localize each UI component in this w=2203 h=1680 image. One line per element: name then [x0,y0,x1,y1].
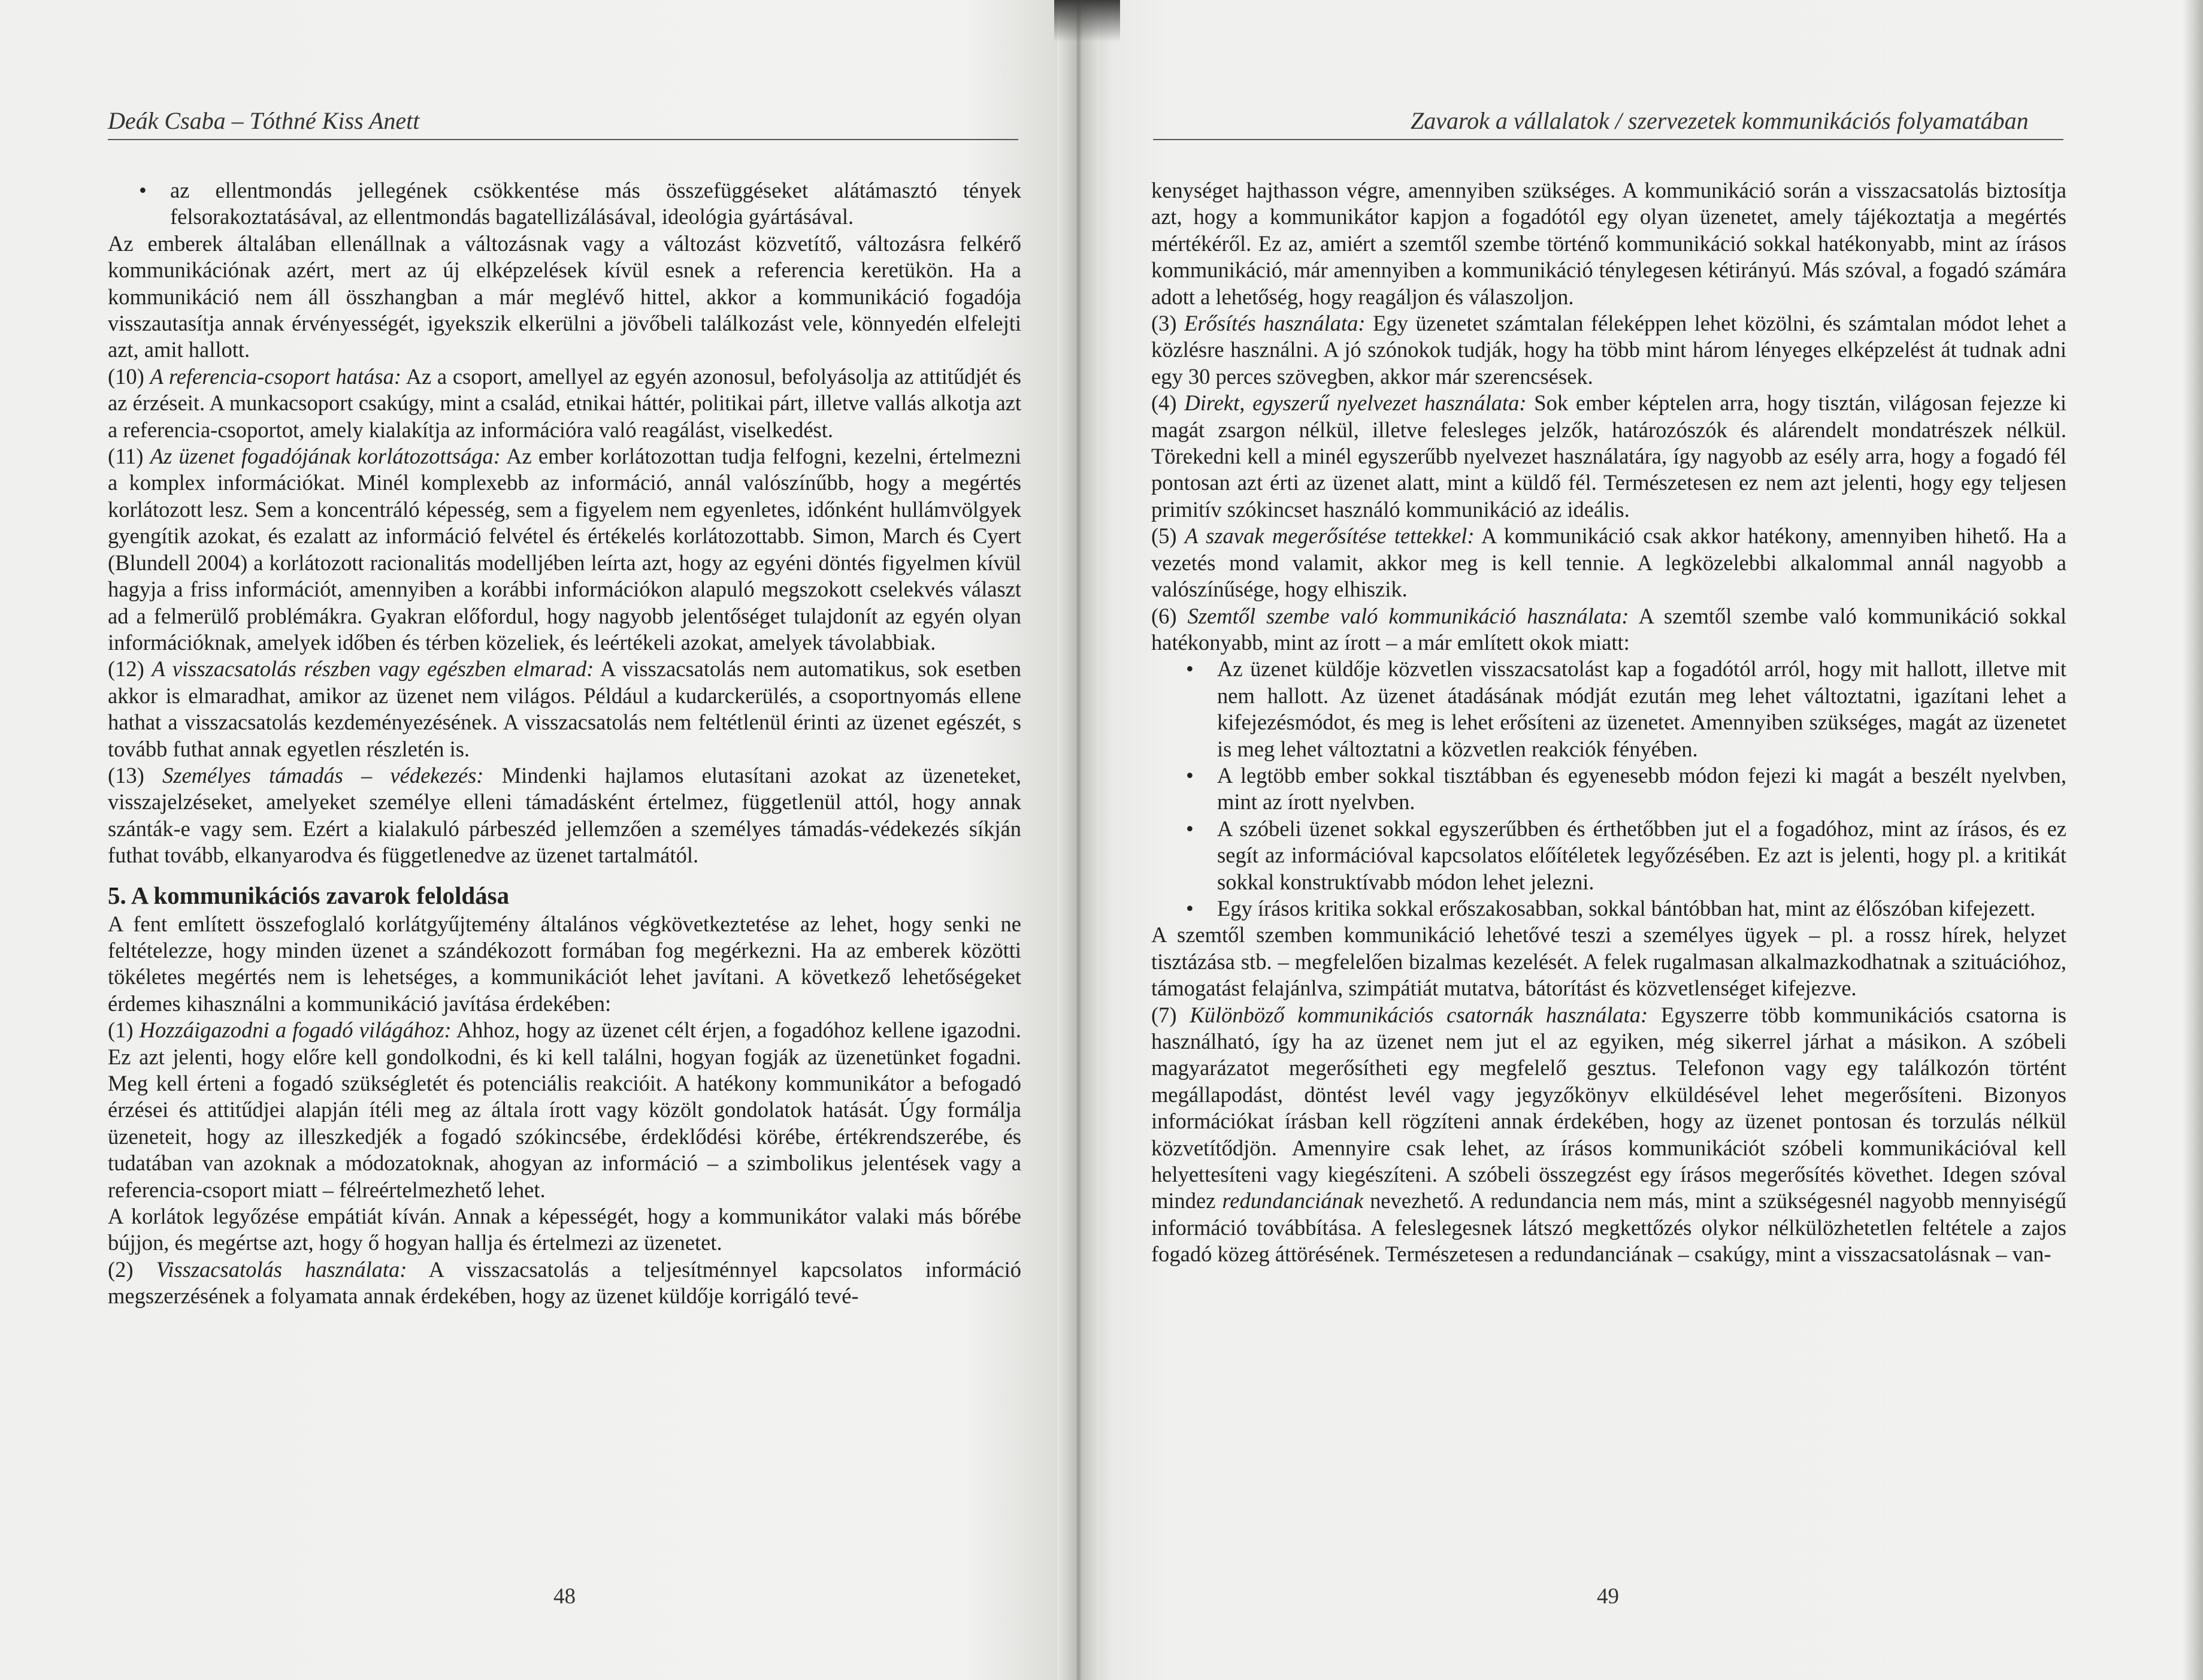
paragraph-s5 [1151,523,2066,603]
paragraph-resistance: Az emberek általában ellenállnak a változásnak vagy a változást közvetítő, változásra felkérő kommunikációnak azért, mert az új elképzelések kívül esnek a referencia keretükön. Ha a kommunikáció nem áll összhangban a már meglévő hittel, akkor a kommunikáció fogadója visszautasítja annak érvényességét, igyekszik elkerülni a jövőbeli találkozást vele, könnyedén elfelejti azt, amit hallott. [108,231,1021,362]
item-lead: Hozzáigazodni a fogadó világához: [139,1018,452,1043]
item-number: (13) [108,762,162,788]
item-number: (7) [1151,1002,1190,1027]
item-number: (6) [1151,603,1188,628]
item-text: Egyszerre több kommunikációs csatorna is használható, így ha az üzenet nem jut el az egyiken, még sikerrel járhat a másikon. A szóbeli magyarázatot megerősítheti egy megfelelő gesztus. Telefonon vagy egy találkozón történt megállapodást, döntést levél vagy jegyzőkönyv elküldésével lehet megerősíteni. Bizonyos információkat írásban kell rögzíteni annak érdekében, hogy az üzenet pontosan és torzulás nélkül közvetítődjön. Amennyire csak lehet, az írásos kommunikációt szóbeli kommunikációval kell helyettesíteni vagy kiegészíteni. A szóbeli összegzést egy írásos megerősítés követhet. Idegen szóval mindez [1151,1002,2067,1213]
paragraph-s1 [108,1017,1021,1203]
list-item: • Egy írásos kritika sokkal erőszakosabban, sokkal bántóbban hat, mint az élőszóban kifejezett. [1186,895,2066,922]
paragraph-s4 [1151,390,2066,523]
item-number: (5) [1151,523,1185,549]
item-lead: Direkt, egyszerű nyelvezet használata: [1184,391,1527,416]
section-heading: 5. A kommunikációs zavarok feloldása [108,881,510,909]
paragraph-empathy: A korlátok legyőzése empátiát kíván. Annak a képességét, hogy a kommunikátor valaki más bőrébe bújjon, és megértse azt, hogy ő hogyan hallja és értelmezi az üzenetet. [108,1204,1021,1255]
bullet-list-right [1151,656,2066,922]
book-gutter [1057,0,1099,1680]
header-rule-right [1153,139,2063,140]
item-number: (10) [108,364,150,389]
item-text: Mindenki hajlamos elutasítani azokat az üzeneteket, visszajelzéseket, amelyeket személye elleni támadásként értelmez, függetlenül attól, hogy annak szánták-e vagy sem. Ezért a kialakuló párbeszéd jellemzően a személyes támadás-védekezés síkján futhat tovább, elkanyarodva és függetlenedve az üzenet tartalmától. [108,762,1021,868]
item-lead: A referencia-csoport hatása: [150,364,401,389]
list-item: • az ellentmondás jellegének csökkentése más összefüggéseket alátámasztó tények felsorakoztatásával, az ellentmondás bagatellizálásával, ideológia gyártásával. [139,177,1021,231]
item-lead: A szavak megerősítése tettekkel: [1185,523,1475,549]
running-head-right: Zavarok a vállalatok / szervezetek kommunikációs folyamatában [1411,107,2029,134]
paragraph-s3 [1151,310,2066,390]
item-text: A visszacsatolás nem automatikus, sok esetben akkor is elmaradhat, amikor az üzenet nem világos. Például a kudarckerülés, a csoportnyomás ellene hathat a visszacsatolás kezdeményezésének. A visszacsatolás nem feltétlenül érinti az üzenet egészét, s tovább futhat annak egyetlen részletén is. [108,656,1022,761]
item-text: A kommunikáció csak akkor hatékony, amennyiben hihető. Ha a vezetés mond valamit, akkor meg is kell tennie. A legközelebbi alkalommal annál nagyobb a valószínűsége, hogy elhiszik. [1151,523,2066,602]
paragraph-s6 [1151,603,2066,656]
left-column [108,177,1021,1310]
running-head-left: Deák Csaba – Tóthné Kiss Anett [108,107,420,134]
item-lead: Különböző kommunikációs csatornák használata: [1190,1002,1648,1027]
page-edge [2183,0,2203,1680]
item-number: (3) [1151,311,1185,336]
header-rule-left [108,139,1018,140]
gutter-shadow [1054,0,1120,42]
item-lead: Erősítés használata: [1184,311,1366,336]
left-page [0,0,1072,1680]
item-lead: Szemtől szembe való kommunikáció használata: [1187,603,1629,628]
paragraph-intro: A fent említett összefoglaló korlátgyűjtemény általános végkövetkeztetése az lehet, hogy senki ne feltételezze, hogy minden üzenet a szándékozott formában fog megérkezni. Ha az emberek közötti tökéletes megértés nem is lehetséges, a kommunikációt lehet javítani. A következő lehetőségeket érdemes kihasználni a kommunikáció javítása érdekében: [108,911,1021,1016]
paragraph-11 [108,443,1021,656]
item-text: A szemtől szembe való kommunikáció sokkal hatékonyabb, mint az írott – a már említett okok miatt: [1151,603,2066,655]
list-item: • A legtöbb ember sokkal tisztábban és egyenesebb módon fejezi ki magát a beszélt nyelvben, mint az írott nyelvben. [1186,762,2066,816]
item-number: (2) [108,1257,156,1282]
page-number-left: 48 [553,1584,576,1609]
item-text: Az ember korlátozottan tudja felfogni, kezelni, értelmezni a komplex információkat. Minél komplexebb az információ, annál valószínűbb, hogy a megértés korlátozott lesz. Sem a koncentráló képesség, sem a figyelem nem egyenletes, időnként hullámvölgyek gyengítik azokat, és ezalatt az információ felvétel és értékelés korlátozottabb. Simon, March és Cyert (Blundell 2004) a korlátozott racionalitás modelljében leírta azt, hogy az egyéni döntés figyelmen kívül hagyja a friss információt, amennyiben a korábbi információkon alapuló megszokott cselekvés választ ad a felmerülő problémákra. Gyakran előfordul, hogy nagyobb jelentőséget tulajdonít az egyén olyan információknak, amelyek időben és térben közeliek, és leértékeli azokat, amelyek távolabbiak. [108,444,1021,655]
right-column [1151,177,2066,1268]
paragraph-personal: A szemtől szemben kommunikáció lehetővé teszi a személyes ügyek – pl. a rossz hírek, helyzet tisztázása stb. – megfelelően bizalmas kezelését. A felek rugalmasan alkalmazkodhatnak a szituációhoz, támogatást felajánlva, szimpátiát mutatva, bátorítást és közvetlenséget kifejezve. [1151,922,2066,1001]
item-lead: Az üzenet fogadójának korlátozottsága: [150,444,501,469]
bullet-list-left [108,177,1021,231]
paragraph-13 [108,762,1021,869]
page-number-right: 49 [1597,1584,1619,1609]
item-text: Sok ember képtelen arra, hogy tisztán, világosan fejezze ki magát zsargon nélkül, illetve felesleges jelzők, határozószók és alárendelt mondatrészek nélkül. Törekedni kell a minél egyszerűbb nyelvezet használatára, így nagyobb az esély arra, hogy a fogadó fél pontosan azt érti az üzenet alatt, mint a küldő fél. Természetesen ez nem azt jelenti, hogy egy teljesen primitív szókincset használó kommunikáció az ideális. [1151,391,2066,522]
list-item: • Az üzenet küldője közvetlen visszacsatolást kap a fogadótól arról, hogy mit hallott, illetve mit nem hallott. Az üzenet átadásának módját ezután meg lehet változtatni, igazítani lehet a kifejezésmódot, és meg is lehet erősíteni az üzenetet. Amennyiben szükséges, magát az üzenetet is meg lehet változtatni a közvetlen reakciók fényében. [1186,656,2066,762]
item-number: (4) [1151,391,1185,416]
item-text: Ahhoz, hogy az üzenet célt érjen, a fogadóhoz kellene igazodni. Ez azt jelenti, hogy előre kell gondolkodni, és ki kell találni, hogyan fogják az üzenetünket fogadni. Meg kell érteni a fogadó szükségletét és potenciális reakcióit. A hatékony kommunikátor a befogadó érzései és attitűdjei alapján ítéli meg az általa írott vagy közölt gondolatok hatását. Úgy formálja üzeneteit, hogy az illeszkedjék a fogadó szókincsébe, érdeklődési körébe, értékrendszerébe, és tudatában van azoknak a módozatoknak, ahogyan az információ – a szimbolikus jelentések vagy a referencia-csoport miatt – félreértelmezhető lehet. [108,1018,1021,1202]
item-lead: Visszacsatolás használata: [156,1257,407,1282]
item-emphasis: redundanciának [1222,1188,1364,1213]
item-number: (12) [108,656,152,682]
item-lead: Személyes támadás – védekezés: [162,762,484,788]
paragraph-s2 [108,1257,1021,1310]
paragraph-continued: kenységet hajthasson végre, amennyiben szükséges. A kommunikáció során a visszacsatolás biztosítja azt, hogy a kommunikátor kapjon a fogadótól egy olyan üzenetet, amely tájékoztatja a megértés mértékéről. Ez az, amiért a szemtől szembe történő kommunikáció sokkal hatékonyabb, mint az írásos kommunikáció, már amennyiben a kommunikáció ténylegesen kétirányú. Más szóval, a fogadó számára adott a lehetőség, hogy reagáljon és válaszoljon. [1151,178,2066,309]
paragraph-10 [108,364,1021,443]
item-text: Egy üzenetet számtalan féleképpen lehet közölni, és számtalan módot lehet a közlésre használni. A jó szónokok tudják, hogy ha több mint három lényeges elképzelést át tudnak adni egy 30 perces szövegben, akkor már szerencsések. [1151,311,2066,389]
paragraph-s7 [1151,1002,2066,1268]
item-lead: A visszacsatolás részben vagy egészben elmarad: [152,656,594,682]
item-number: (1) [108,1018,140,1043]
paragraph-12 [108,656,1021,762]
item-text: Az a csoport, amellyel az egyén azonosul, befolyásolja az attitűdjét és az érzéseit. A munkacsoport csakúgy, mint a család, etnikai háttér, politikai párt, illetve vallás alkotja azt a referencia-csoportot, amely kialakítja az információra való reagálást, viselkedést. [108,364,1021,442]
item-number: (11) [108,444,150,469]
item-text: A visszacsatolás a teljesítménnyel kapcsolatos információ megszerzésének a folyamata annak érdekében, hogy az üzenet küldője korrigáló tevé- [108,1257,1022,1309]
item-text: nevezhető. A redundancia nem más, mint a szükségesnél nagyobb mennyiségű információ továbbítása. A feleslegesnek látszó megkettőzés olykor nélkülözhetetlen feltétele a zajos fogadó közeg áttörésének. Természetesen a redundanciának – csakúgy, mint a visszacsatolásnak – van- [1151,1188,2066,1267]
list-item: • A szóbeli üzenet sokkal egyszerűbben és érthetőbben jut el a fogadóhoz, mint az írásos, és ez segít az információval kapcsolatos előítéletek legyőzésében. Ez azt is jelenti, hogy pl. a kritikát sokkal konstruktívabb módon lehet jelezni. [1186,816,2066,895]
